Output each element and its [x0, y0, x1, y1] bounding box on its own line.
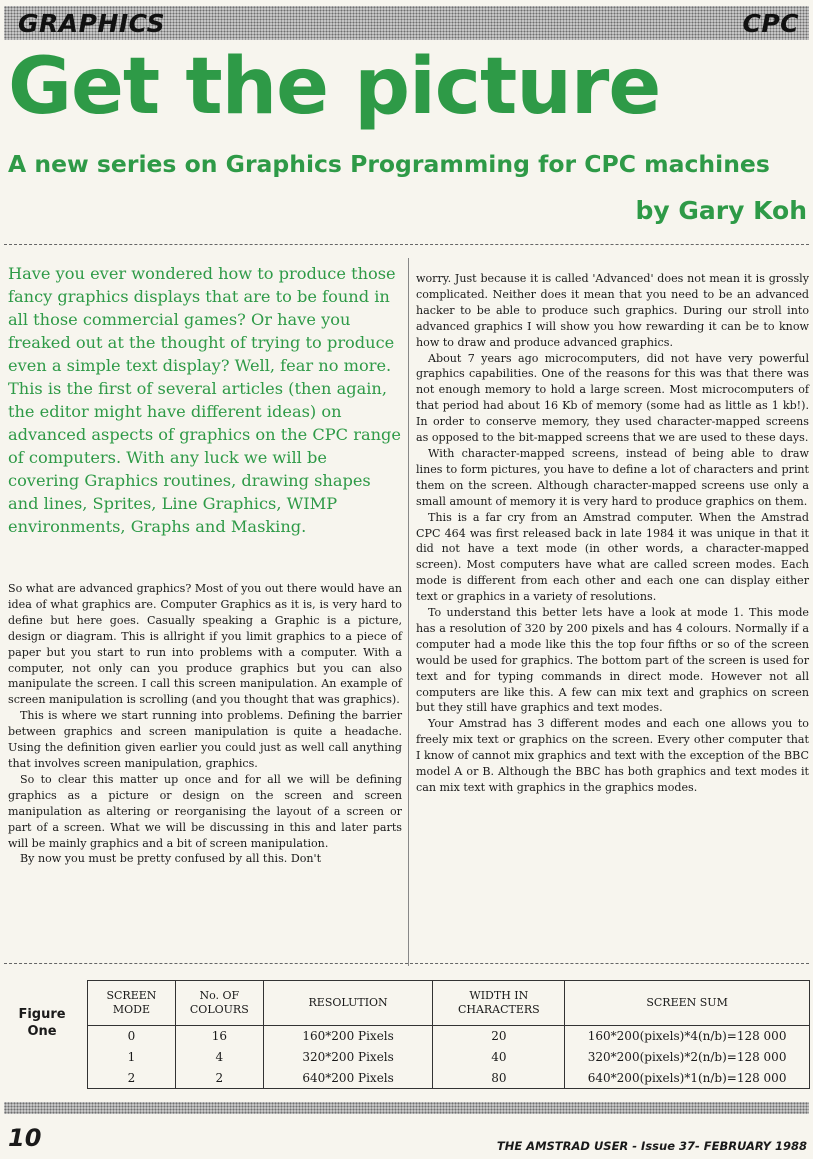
body-paragraph: This is where we start running into problems. Defining the barrier between graphics and screen manipulation is quite a headache. Using the definition given earlier you could just as well call anything that involves screen manipulation, graphics. — [8, 709, 402, 770]
article-title: Get the picture — [8, 42, 661, 132]
table-cell: 2 — [88, 1068, 176, 1089]
page-number: 10 — [8, 1124, 42, 1152]
footer-bar — [4, 1102, 809, 1114]
body-paragraph: With character-mapped screens, instead of being able to draw lines to form pictures, you have to define a lot of characters and print them on the screen. Although character-mapped screens use only a small amount of memory it is very hard to produce graphics on them. — [416, 446, 809, 508]
section-label: GRAPHICS — [18, 9, 166, 38]
body-paragraph: This is a far cry from an Amstrad computer. When the Amstrad CPC 464 was first released back in late 1984 it was unique in that it did not have a text mode (in other words, a character-mapped screen). Most computers have what are called screen modes. Each mode is different from each other and each one can display either text or graphics in a variety of resolutions. — [416, 510, 809, 604]
top-divider — [4, 244, 809, 245]
table-cell: 320*200(pixels)*2(n/b)=128 000 — [565, 1047, 810, 1068]
figure-divider — [4, 963, 809, 964]
body-paragraph: About 7 years ago microcomputers, did not have very powerful graphics capabilities. One of the reasons for this was that there was not enough memory to hold a large screen. Most microcomputers of that period had about 16 Kb of memory (some had as little as 1 kb!). In order to conserve memory, they used character-mapped screens as opposed to the bit-mapped screens that we are used to these days. — [416, 351, 809, 445]
table-cell: 16 — [175, 1026, 263, 1047]
magazine-issue-line: THE AMSTRAD USER - Issue 37- FEBRUARY 1988 — [496, 1139, 807, 1153]
table-header-row — [88, 981, 810, 1026]
article-byline: by Gary Koh — [635, 196, 807, 225]
table-cell: 4 — [175, 1047, 263, 1068]
screen-modes-table — [87, 980, 810, 1089]
figure-label-line: One — [27, 1024, 57, 1039]
intro-paragraph: Have you ever wondered how to produce those fancy graphics displays that are to be found in all those commercial games? Or have you freaked out at the thought of trying to produce even a simple text display? Well, fear no more. This is the first of several articles (then again, the editor might have different ideas) on advanced aspects of graphics on the CPC range of computers. With any luck we will be covering Graphics routines, drawing shapes and lines, Sprites, Line Graphics, WIMP environments, Graphs and Masking. — [8, 264, 401, 536]
figure-label — [14, 1006, 70, 1040]
table-cell: 80 — [433, 1068, 565, 1089]
table-cell: 1 — [88, 1047, 176, 1068]
table-cell: 320*200 Pixels — [263, 1047, 433, 1068]
table-header-cell: RESOLUTION — [263, 981, 433, 1026]
table-row — [88, 1026, 810, 1047]
table-cell: 640*200(pixels)*1(n/b)=128 000 — [565, 1068, 810, 1089]
table-cell: 40 — [433, 1047, 565, 1068]
body-paragraph: So to clear this matter up once and for all we will be defining graphics as a picture or design on the screen and screen manipulation as altering or reorganising the layout of a screen or part of a screen. What we will be discussing in this and later parts will be mainly graphics and a bit of screen manipulation. — [8, 772, 402, 850]
article-subtitle: A new series on Graphics Programming for CPC machines — [8, 150, 770, 178]
body-paragraph: worry. Just because it is called 'Advanced' does not mean it is grossly complicated. Neither does it mean that you need to be an advanced hacker to be able to produce such graphics. During our stroll into advanced graphics I will show you how rewarding it can be to know how to draw and produce advanced graphics. — [416, 272, 809, 349]
platform-label: CPC — [742, 9, 799, 38]
table-header-cell: No. OF COLOURS — [175, 981, 263, 1026]
left-column — [8, 581, 402, 867]
table-header-cell: WIDTH IN CHARACTERS — [433, 981, 565, 1026]
table-row — [88, 1068, 810, 1089]
table-cell: 640*200 Pixels — [263, 1068, 433, 1089]
body-paragraph: To understand this better lets have a look at mode 1. This mode has a resolution of 320 by 200 pixels and has 4 colours. Normally if a computer had a mode like this the top four fifths or so of the screen would be used for graphics. The bottom part of the screen is used for text and for typing commands in direct mode. However not all computers are like this. A few can mix text and graphics on screen but they still have graphics and text modes. — [416, 606, 809, 715]
table-cell: 160*200(pixels)*4(n/b)=128 000 — [565, 1026, 810, 1047]
body-paragraph: So what are advanced graphics? Most of you out there would have an idea of what graphics are. Computer Graphics as it is, is very hard to define but here goes. Casually speaking a Graphic is a picture, design or diagram. This is allright if you limit graphics to a piece of paper but you start to run into problems with a computer. With a computer, not only can you produce graphics but you can also manipulate the screen. I call this screen manipulation. An example of screen manipulation is scrolling (and you thought that was graphics). — [8, 582, 402, 707]
right-column — [416, 271, 809, 796]
table-cell: 160*200 Pixels — [263, 1026, 433, 1047]
table-cell: 2 — [175, 1068, 263, 1089]
header-bar — [4, 6, 809, 40]
column-divider — [408, 258, 409, 966]
body-paragraph: Your Amstrad has 3 different modes and each one allows you to freely mix text or graphics on the screen. Every other computer that I know of cannot mix graphics and text with the exception of the BBC model A or B. Although the BBC has both graphics and text modes it can mix text with graphics in the graphics modes. — [416, 717, 809, 794]
table-row — [88, 1047, 810, 1068]
table-header-cell: SCREEN SUM — [565, 981, 810, 1026]
table-header-cell: SCREEN MODE — [88, 981, 176, 1026]
table-cell: 0 — [88, 1026, 176, 1047]
figure-label-line: Figure — [18, 1007, 66, 1022]
table-cell: 20 — [433, 1026, 565, 1047]
body-paragraph: By now you must be pretty confused by all this. Don't — [20, 852, 322, 866]
